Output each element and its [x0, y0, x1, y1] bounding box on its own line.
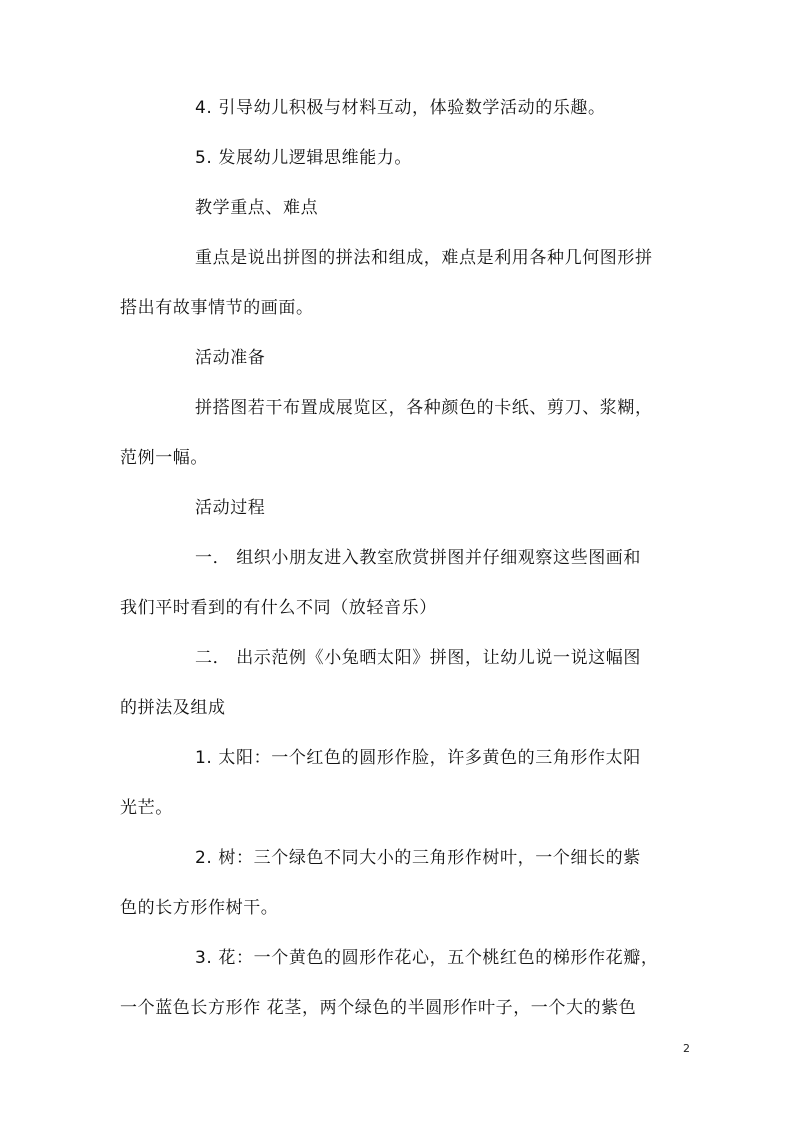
item-flower-line-2: 一个蓝色长方形作 花茎，两个绿色的半圆形作叶子，一个大的紫色: [120, 998, 637, 1018]
preparation-text-line-2: 范例一幅。: [120, 448, 208, 468]
objective-5: 5. 发展幼儿逻辑思维能力。: [195, 148, 413, 168]
item-tree-line-1: 2. 树：三个绿色不同大小的三角形作树叶，一个细长的紫: [195, 848, 641, 868]
key-points-text-line-2: 搭出有故事情节的画面。: [120, 298, 314, 318]
key-points-text-line-1: 重点是说出拼图的拼法和组成，难点是利用各种几何图形拼: [195, 248, 653, 268]
preparation-text-line-1: 拼搭图若干布置成展览区，各种颜色的卡纸、剪刀、浆糊，: [195, 398, 653, 418]
item-sun-line-1: 1. 太阳：一个红色的圆形作脸，许多黄色的三角形作太阳: [195, 748, 641, 768]
page-number: 2: [683, 1042, 690, 1055]
section-heading-key-points: 教学重点、难点: [195, 198, 319, 218]
item-tree-line-2: 色的长方形作树干。: [120, 898, 279, 918]
process-step-1-line-2: 我们平时看到的有什么不同（放轻音乐）: [120, 598, 437, 618]
objective-4: 4. 引导幼儿积极与材料互动，体验数学活动的乐趣。: [195, 98, 606, 118]
item-flower-line-1: 3. 花：一个黄色的圆形作花心，五个桃红色的梯形作花瓣，: [195, 948, 659, 968]
process-step-2-line-2: 的拼法及组成: [120, 698, 226, 718]
item-sun-line-2: 光芒。: [120, 798, 173, 818]
section-heading-preparation: 活动准备: [195, 348, 266, 368]
process-step-1-line-1: 一． 组织小朋友进入教室欣赏拼图并仔细观察这些图画和: [195, 548, 642, 568]
process-step-2-line-1: 二． 出示范例《小兔晒太阳》拼图，让幼儿说一说这幅图: [195, 648, 642, 668]
section-heading-process: 活动过程: [195, 498, 266, 518]
